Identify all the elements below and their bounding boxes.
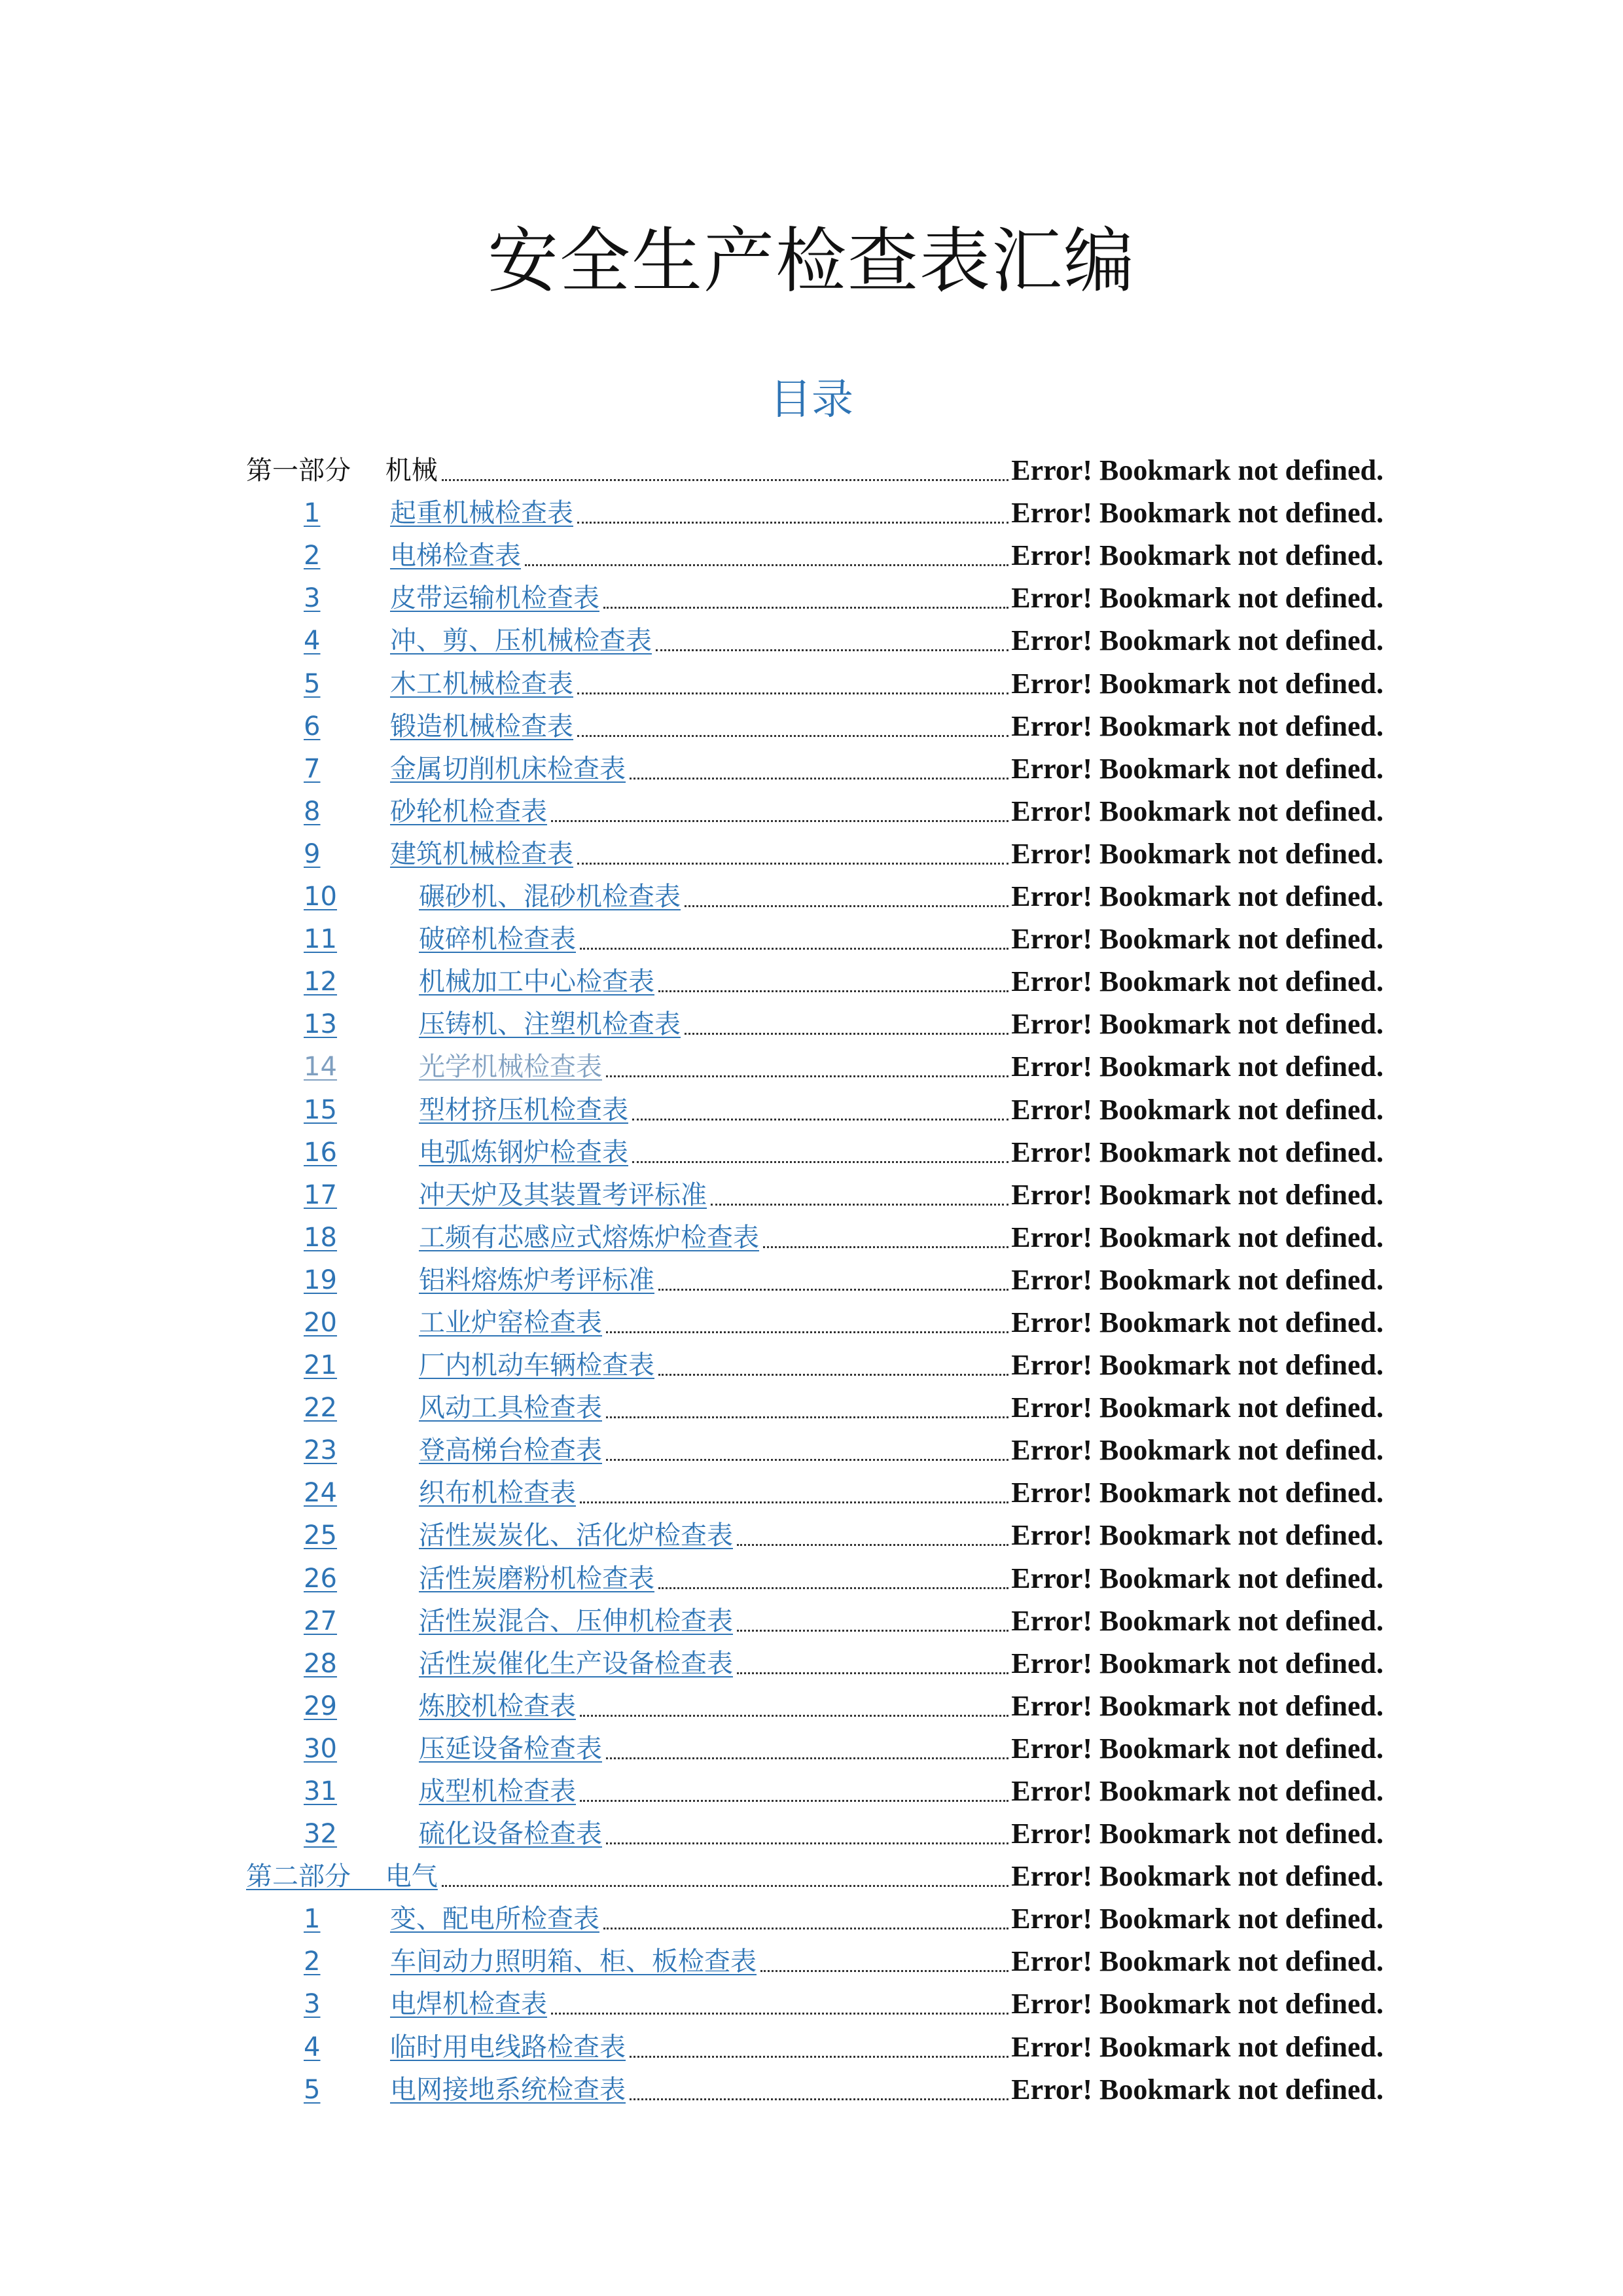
- toc-entry-link[interactable]: [304, 624, 652, 658]
- toc-entry-page: Error! Bookmark not defined.: [1011, 1775, 1383, 1807]
- toc-entry: [0, 956, 1623, 999]
- toc-entry-link[interactable]: [304, 1945, 757, 1979]
- toc-dot-leader: [737, 1543, 1008, 1546]
- toc-entry-number: 25: [304, 1520, 337, 1551]
- toc-dot-leader: [630, 2055, 1008, 2058]
- toc-dot-leader: [606, 1075, 1008, 1077]
- toc-entry-page: Error! Bookmark not defined.: [1011, 709, 1383, 742]
- toc-entry-link[interactable]: [304, 1136, 628, 1170]
- toc-entry-page: Error! Bookmark not defined.: [1011, 582, 1383, 615]
- toc-entry: [0, 1552, 1623, 1595]
- toc-entry-link[interactable]: [304, 1263, 654, 1297]
- toc-entry-page: Error! Bookmark not defined.: [1011, 1349, 1383, 1382]
- toc-entry-number: 11: [304, 924, 337, 955]
- toc-entry-page: Error! Bookmark not defined.: [1011, 1093, 1383, 1126]
- toc-entry-page: Error! Bookmark not defined.: [1011, 1818, 1383, 1850]
- toc-entry-page: Error! Bookmark not defined.: [1011, 880, 1383, 913]
- toc-entry-link[interactable]: [304, 1562, 654, 1596]
- toc-entry: [0, 1936, 1623, 1979]
- toc-entry-link[interactable]: [304, 922, 576, 956]
- toc-entry-number: 29: [304, 1691, 337, 1721]
- toc-entry-page: Error! Bookmark not defined.: [1011, 795, 1383, 827]
- toc-entry-link[interactable]: [304, 2030, 626, 2064]
- toc-dot-leader: [711, 1203, 1008, 1206]
- toc-entry: [0, 615, 1623, 658]
- toc-entry-link[interactable]: [304, 1774, 576, 1808]
- toc-entry-label: 电梯检查表: [390, 541, 521, 571]
- toc-dot-leader: [630, 777, 1008, 780]
- toc-entry-number: 3: [304, 583, 321, 614]
- toc-entry-label: 活性炭磨粉机检查表: [419, 1563, 654, 1594]
- toc-entry: [0, 1467, 1623, 1510]
- toc-entry: [0, 1638, 1623, 1681]
- toc-entry-label: 型材挤压机检查表: [419, 1094, 628, 1125]
- toc-entry-label: 机械: [385, 456, 438, 486]
- toc-entry-label: 成型机检查表: [419, 1776, 576, 1806]
- toc-entry-link[interactable]: [304, 581, 599, 615]
- toc-entry-page: Error! Bookmark not defined.: [1011, 837, 1383, 870]
- toc-entry-number: 1: [304, 1904, 321, 1935]
- toc-entry-page: Error! Bookmark not defined.: [1011, 1136, 1383, 1168]
- toc-entry-link[interactable]: [304, 1050, 602, 1084]
- toc-entry: [0, 1170, 1623, 1212]
- toc-dot-leader: [737, 1629, 1008, 1632]
- toc-entry: [0, 914, 1623, 956]
- toc-entry-link[interactable]: [246, 454, 438, 488]
- toc-entry-page: Error! Bookmark not defined.: [1011, 1689, 1383, 1722]
- toc-entry-label: 压延设备检查表: [419, 1733, 602, 1764]
- toc-entry-label: 电网接地系统检查表: [390, 2074, 626, 2105]
- toc-dot-leader: [658, 1587, 1008, 1589]
- toc-entry-label: 硫化设备检查表: [419, 1819, 602, 1850]
- toc-entry-link[interactable]: [304, 1817, 602, 1851]
- toc-entry: [0, 1979, 1623, 2021]
- toc-entry-page: Error! Bookmark not defined.: [1011, 1178, 1383, 1211]
- toc-dot-leader: [606, 1842, 1008, 1844]
- toc-entry: [0, 1340, 1623, 1382]
- toc-entry-page: Error! Bookmark not defined.: [1011, 1647, 1383, 1679]
- toc-dot-leader: [658, 1373, 1008, 1376]
- toc-entry-link[interactable]: [304, 1987, 547, 2021]
- toc-entry-page: Error! Bookmark not defined.: [1011, 1008, 1383, 1041]
- toc-entry-link[interactable]: [304, 2073, 626, 2107]
- toc-entry-number: 17: [304, 1179, 337, 1210]
- toc-dot-leader: [685, 905, 1008, 907]
- toc-entry-label: 锻造机械检查表: [390, 711, 573, 742]
- toc-entry-number: 27: [304, 1605, 337, 1636]
- toc-entry-number: 第二部分: [246, 1861, 351, 1892]
- toc-entry-page: Error! Bookmark not defined.: [1011, 1050, 1383, 1083]
- toc-entry: [0, 445, 1623, 488]
- toc-entry-link[interactable]: [304, 795, 547, 829]
- toc-entry-label: 厂内机动车辆检查表: [419, 1350, 654, 1381]
- toc-entry: [0, 530, 1623, 573]
- toc-entry-page: Error! Bookmark not defined.: [1011, 1732, 1383, 1765]
- toc-entry: [0, 1851, 1623, 1893]
- toc-dot-leader: [606, 1757, 1008, 1759]
- toc-entry: [0, 1212, 1623, 1255]
- toc-entry-label: 变、配电所检查表: [390, 1904, 599, 1935]
- toc-entry-label: 起重机械检查表: [390, 498, 573, 529]
- toc-entry-page: Error! Bookmark not defined.: [1011, 2030, 1383, 2063]
- toc-dot-leader: [656, 649, 1008, 651]
- toc-entry-number: 22: [304, 1393, 337, 1424]
- toc-dot-leader: [551, 819, 1008, 822]
- toc-entry-number: 16: [304, 1137, 337, 1168]
- toc-entry-number: 6: [304, 711, 321, 742]
- toc-entry-link[interactable]: [304, 1732, 602, 1766]
- toc-entry-number: 20: [304, 1307, 337, 1338]
- toc-entry-page: Error! Bookmark not defined.: [1011, 1562, 1383, 1594]
- toc-entry-number: 15: [304, 1094, 337, 1125]
- toc-dot-leader: [577, 521, 1008, 524]
- toc-entry-link[interactable]: [304, 1348, 654, 1382]
- toc-dot-leader: [577, 862, 1008, 865]
- toc-entry-link[interactable]: [304, 1306, 602, 1340]
- toc-entry-page: Error! Bookmark not defined.: [1011, 752, 1383, 785]
- toc-entry-number: 10: [304, 882, 337, 912]
- toc-entry-label: 织布机检查表: [419, 1478, 576, 1509]
- toc-entry-number: 32: [304, 1819, 337, 1850]
- toc-entry-link[interactable]: [304, 1391, 602, 1425]
- toc-entry-page: Error! Bookmark not defined.: [1011, 965, 1383, 998]
- toc-entry-number: 第一部分: [246, 456, 351, 486]
- toc-entry-label: 电气: [385, 1861, 438, 1892]
- toc-entry-page: Error! Bookmark not defined.: [1011, 2073, 1383, 2106]
- toc-entry-label: 砂轮机检查表: [390, 796, 547, 827]
- toc-entry-page: Error! Bookmark not defined.: [1011, 923, 1383, 956]
- toc-entry-gap: [351, 1859, 385, 1893]
- toc-entry-label: 建筑机械检查表: [390, 838, 573, 869]
- toc-dot-leader: [632, 1118, 1008, 1121]
- toc-entry-link[interactable]: [246, 1859, 438, 1893]
- toc-entry-link[interactable]: [304, 1902, 599, 1936]
- toc-entry: [0, 1808, 1623, 1851]
- toc-heading: 目录: [770, 376, 853, 424]
- toc-entry: [0, 1681, 1623, 1723]
- toc-entry-number: 8: [304, 796, 321, 827]
- toc-entry-number: 4: [304, 626, 321, 656]
- toc-entry: [0, 1893, 1623, 1936]
- toc-dot-leader: [658, 990, 1008, 992]
- toc-dot-leader: [606, 1331, 1008, 1333]
- toc-dot-leader: [442, 478, 1009, 481]
- toc-entry-label: 活性炭混合、压伸机检查表: [419, 1605, 733, 1636]
- toc-dot-leader: [580, 1501, 1008, 1503]
- toc-entry-label: 活性炭炭化、活化炉检查表: [419, 1520, 733, 1551]
- toc-dot-leader: [630, 2098, 1008, 2100]
- toc-entry-label: 活性炭催化生产设备检查表: [419, 1648, 733, 1679]
- toc-entry-page: Error! Bookmark not defined.: [1011, 624, 1383, 657]
- toc-dot-leader: [603, 606, 1008, 609]
- toc-entry: [0, 1255, 1623, 1297]
- toc-entry-page: Error! Bookmark not defined.: [1011, 1519, 1383, 1552]
- toc-dot-leader: [551, 2012, 1008, 2015]
- toc-entry-label: 碾砂机、混砂机检查表: [419, 882, 681, 912]
- toc-entry-label: 临时用电线路检查表: [390, 2032, 626, 2062]
- toc-entry-number: 18: [304, 1222, 337, 1253]
- toc-entry-link[interactable]: [304, 752, 626, 786]
- toc-dot-leader: [580, 1799, 1008, 1802]
- toc-entry-label: 冲天炉及其装置考评标准: [419, 1179, 707, 1210]
- toc-entry-number: 5: [304, 2074, 321, 2105]
- toc-entry-label: 金属切削机床检查表: [390, 753, 626, 784]
- toc-entry: [0, 573, 1623, 615]
- toc-entry-page: Error! Bookmark not defined.: [1011, 1434, 1383, 1467]
- toc-dot-leader: [580, 947, 1008, 950]
- toc-entry-link[interactable]: [304, 1093, 628, 1127]
- toc-entry: [0, 488, 1623, 530]
- toc-entry-link[interactable]: [304, 880, 681, 914]
- toc-entry-number: 12: [304, 967, 337, 997]
- toc-dot-leader: [577, 734, 1008, 737]
- toc-entry: [0, 871, 1623, 914]
- toc-entry-number: 3: [304, 1989, 321, 2020]
- toc-entry-page: Error! Bookmark not defined.: [1011, 1263, 1383, 1296]
- toc-entry-number: 24: [304, 1478, 337, 1509]
- toc-entry-link[interactable]: [304, 1433, 602, 1467]
- toc-entry-page: Error! Bookmark not defined.: [1011, 1860, 1383, 1893]
- toc-dot-leader: [737, 1672, 1008, 1674]
- toc-entry-number: 5: [304, 668, 321, 699]
- toc-entry: [0, 1766, 1623, 1808]
- toc-entry: [0, 1723, 1623, 1766]
- toc-entry: [0, 2021, 1623, 2064]
- toc-entry-number: 28: [304, 1648, 337, 1679]
- document-title: 安全生产检查表汇编: [487, 221, 1135, 302]
- toc-entry: [0, 1510, 1623, 1552]
- toc-dot-leader: [577, 692, 1008, 694]
- toc-entry-number: 2: [304, 541, 321, 571]
- toc-entry-label: 炼胶机检查表: [419, 1691, 576, 1721]
- toc-dot-leader: [606, 1416, 1008, 1418]
- toc-entry-label: 铝料熔炼炉考评标准: [419, 1265, 654, 1295]
- toc-entry-number: 26: [304, 1563, 337, 1594]
- toc-entry: [0, 1127, 1623, 1170]
- toc-entry-label: 风动工具检查表: [419, 1393, 602, 1424]
- toc-entry-link[interactable]: [304, 1221, 759, 1255]
- toc-dot-leader: [760, 1969, 1008, 1972]
- toc-entry-page: Error! Bookmark not defined.: [1011, 1306, 1383, 1338]
- toc-entry-number: 19: [304, 1265, 337, 1295]
- toc-entry-page: Error! Bookmark not defined.: [1011, 1945, 1383, 1978]
- toc-entry-link[interactable]: [304, 709, 573, 744]
- toc-entry-number: 23: [304, 1435, 337, 1466]
- toc-entry-label: 车间动力照明箱、柜、板检查表: [390, 1946, 757, 1977]
- toc-entry: [0, 786, 1623, 829]
- toc-dot-leader: [685, 1032, 1008, 1035]
- toc-dot-leader: [763, 1246, 1008, 1248]
- toc-entry-link[interactable]: [304, 1476, 576, 1510]
- toc-entry-link[interactable]: [304, 1647, 733, 1681]
- toc-entry-page: Error! Bookmark not defined.: [1011, 539, 1383, 572]
- toc-entry-link[interactable]: [304, 1178, 707, 1212]
- toc-dot-leader: [603, 1927, 1008, 1929]
- toc-entry-page: Error! Bookmark not defined.: [1011, 1391, 1383, 1424]
- toc-entry-number: 7: [304, 753, 321, 784]
- toc-entry: [0, 744, 1623, 786]
- toc-entry-label: 破碎机检查表: [419, 924, 576, 955]
- toc-entry: [0, 1297, 1623, 1340]
- toc-entry: [0, 829, 1623, 871]
- toc-entry: [0, 1084, 1623, 1126]
- toc-entry: [0, 701, 1623, 744]
- toc-entry-label: 工业炉窑检查表: [419, 1307, 602, 1338]
- toc-entry-page: Error! Bookmark not defined.: [1011, 1604, 1383, 1637]
- toc-dot-leader: [632, 1160, 1008, 1163]
- toc-entry-label: 电弧炼钢炉检查表: [419, 1137, 628, 1168]
- toc-entry-number: 9: [304, 838, 321, 869]
- toc-entry-label: 电焊机检查表: [390, 1989, 547, 2020]
- toc-entry-page: Error! Bookmark not defined.: [1011, 1477, 1383, 1509]
- toc-entry-link[interactable]: [304, 837, 573, 871]
- toc-dot-leader: [442, 1884, 1009, 1887]
- toc-entry-label: 皮带运输机检查表: [390, 583, 599, 614]
- toc-entry-page: Error! Bookmark not defined.: [1011, 497, 1383, 529]
- toc-entry-label: 压铸机、注塑机检查表: [419, 1009, 681, 1040]
- toc-entry-number: 2: [304, 1946, 321, 1977]
- toc-entry: [0, 1382, 1623, 1425]
- toc-entry-link[interactable]: [304, 1604, 733, 1638]
- toc-entry: [0, 999, 1623, 1041]
- toc-entry-link[interactable]: [304, 1518, 733, 1552]
- toc-entry-label: 光学机械检查表: [419, 1052, 602, 1083]
- toc-entry-label: 冲、剪、压机械检查表: [390, 626, 652, 656]
- toc-entry-link[interactable]: [304, 965, 654, 999]
- toc-entry-number: 30: [304, 1733, 337, 1764]
- toc-entry-page: Error! Bookmark not defined.: [1011, 667, 1383, 700]
- toc-entry: [0, 1425, 1623, 1467]
- toc-entry-label: 登高梯台检查表: [419, 1435, 602, 1466]
- toc-entry-number: 1: [304, 498, 321, 529]
- toc-dot-leader: [606, 1458, 1008, 1461]
- toc-entry-link[interactable]: [304, 1007, 681, 1041]
- toc-entry-page: Error! Bookmark not defined.: [1011, 454, 1383, 487]
- toc-entry-page: Error! Bookmark not defined.: [1011, 1903, 1383, 1935]
- toc-dot-leader: [525, 564, 1008, 566]
- toc-entry-label: 机械加工中心检查表: [419, 967, 654, 997]
- toc-entry-number: 13: [304, 1009, 337, 1040]
- toc-entry-link[interactable]: [304, 1689, 576, 1723]
- toc-dot-leader: [580, 1714, 1008, 1717]
- toc-entry-page: Error! Bookmark not defined.: [1011, 1988, 1383, 2020]
- toc-entry-link[interactable]: [304, 496, 573, 530]
- toc-entry-label: 木工机械检查表: [390, 668, 573, 699]
- toc-entry-page: Error! Bookmark not defined.: [1011, 1221, 1383, 1253]
- toc-entry-number: 4: [304, 2032, 321, 2062]
- toc-entry-gap: [351, 454, 385, 488]
- table-of-contents: [0, 445, 1623, 2107]
- toc-entry-link[interactable]: [304, 667, 573, 701]
- toc-entry: [0, 2064, 1623, 2107]
- toc-dot-leader: [658, 1288, 1008, 1291]
- toc-entry: [0, 1041, 1623, 1084]
- toc-entry: [0, 658, 1623, 700]
- toc-entry: [0, 1596, 1623, 1638]
- toc-entry-number: 31: [304, 1776, 337, 1806]
- toc-entry-number: 21: [304, 1350, 337, 1381]
- toc-entry-link[interactable]: [304, 539, 521, 573]
- toc-entry-label: 工频有芯感应式熔炼炉检查表: [419, 1222, 759, 1253]
- toc-entry-number: 14: [304, 1052, 337, 1083]
